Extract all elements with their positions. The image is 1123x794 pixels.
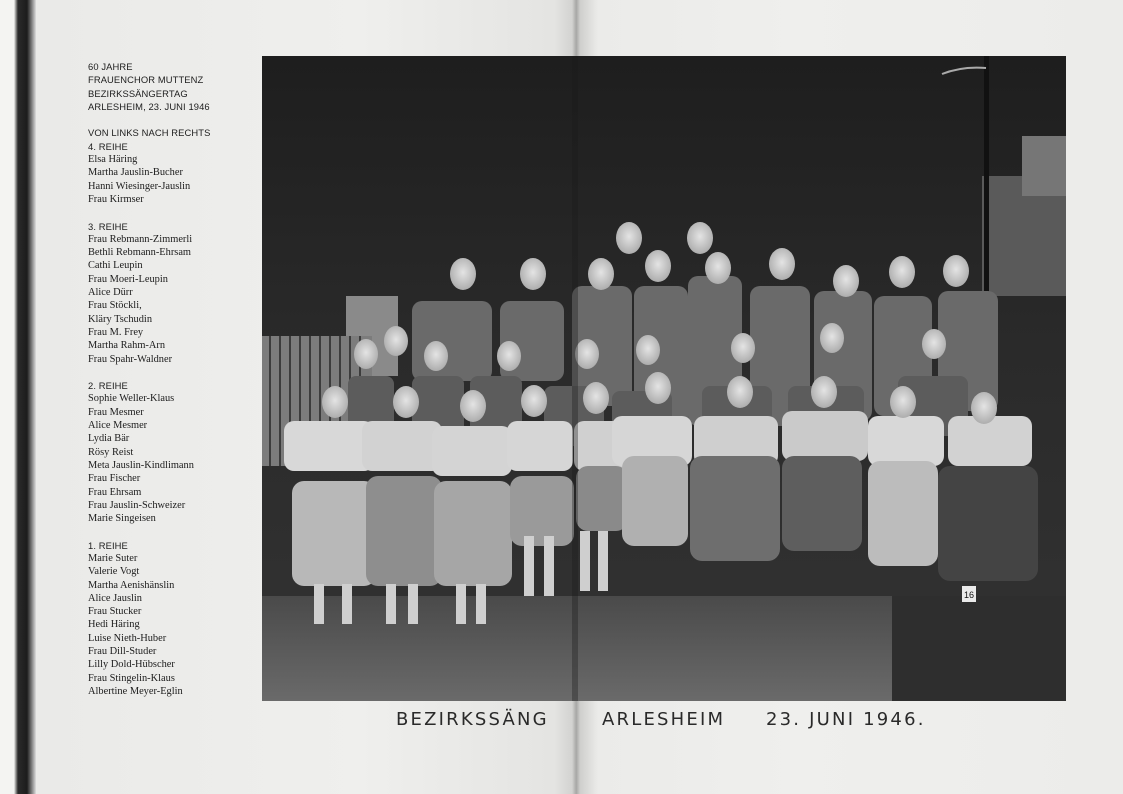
person-name: Frau Spahr-Waldner <box>88 353 173 365</box>
person-name: Bethli Rebmann-Ehrsam <box>88 247 192 259</box>
person-name: Alice Mesmer <box>88 420 148 432</box>
photo-inscription <box>396 709 956 737</box>
person-name: Frau Dill-Studer <box>88 646 157 658</box>
person-name: Marie Singeisen <box>88 513 156 525</box>
person-name: Albertine Meyer-Eglin <box>88 685 183 697</box>
inscription-date: 23. JUNI 1946. <box>766 709 926 730</box>
person-name: Marie Suter <box>88 552 138 564</box>
person-name: Frau Stöckli, <box>88 300 142 312</box>
caption-heading-line: ARLESHEIM, 23. JUNI 1946 <box>88 100 210 112</box>
group-photo <box>262 56 1066 701</box>
person-name: Alice Jauslin <box>88 592 142 604</box>
person-name: Frau Ehrsam <box>88 486 142 498</box>
person-name: Frau Stucker <box>88 606 142 618</box>
person-name: Kläry Tschudin <box>88 313 153 325</box>
person-name: Frau M. Frey <box>88 326 144 338</box>
caption-heading-line: BEZIRKSSÄNGERTAG <box>88 87 188 99</box>
row-label: 2. REIHE <box>88 380 128 392</box>
person-name: Lilly Dold-Hübscher <box>88 659 175 671</box>
photo-caption <box>88 60 258 698</box>
inscription-left: BEZIRKSSÄNG <box>396 709 549 730</box>
person-name: Elsa Häring <box>88 154 138 166</box>
caption-order-label: VON LINKS NACH RECHTS <box>88 127 211 139</box>
person-name: Martha Rahm-Arn <box>88 340 166 352</box>
person-name: Martha Jauslin-Bucher <box>88 167 183 179</box>
person-name: Meta Jauslin-Kindlimann <box>88 459 194 471</box>
person-name: Valerie Vogt <box>88 566 140 578</box>
person-name: Sophie Weller-Klaus <box>88 393 175 405</box>
number-tag: 16 <box>964 590 975 600</box>
row-label: 4. REIHE <box>88 140 128 152</box>
caption-heading-line: 60 JAHRE <box>88 61 133 72</box>
person-name: Frau Stingelin-Klaus <box>88 672 175 684</box>
person-name: Frau Kirmser <box>88 193 144 205</box>
person-name: Frau Fischer <box>88 473 141 485</box>
person-name: Frau Rebmann-Zimmerli <box>88 233 193 245</box>
person-name: Luise Nieth-Huber <box>88 632 167 644</box>
inscription-place: ARLESHEIM <box>602 709 726 730</box>
person-name: Cathi Leupin <box>88 260 143 272</box>
person-name: Frau Jauslin-Schweizer <box>88 499 186 511</box>
person-name: Lydia Bär <box>88 433 130 445</box>
row-label: 1. REIHE <box>88 539 128 551</box>
caption-heading-line: FRAUENCHOR MUTTENZ <box>88 74 204 86</box>
book-edge <box>0 0 36 794</box>
person-name: Alice Dürr <box>88 287 133 299</box>
person-name: Rösy Reist <box>88 446 134 458</box>
person-name: Frau Moeri-Leupin <box>88 273 168 285</box>
person-name: Martha Aenishänslin <box>88 579 175 591</box>
person-name: Hedi Häring <box>88 619 140 631</box>
row-label: 3. REIHE <box>88 220 128 232</box>
person-name: Frau Mesmer <box>88 406 144 418</box>
person-name: Hanni Wiesinger-Jauslin <box>88 180 191 192</box>
